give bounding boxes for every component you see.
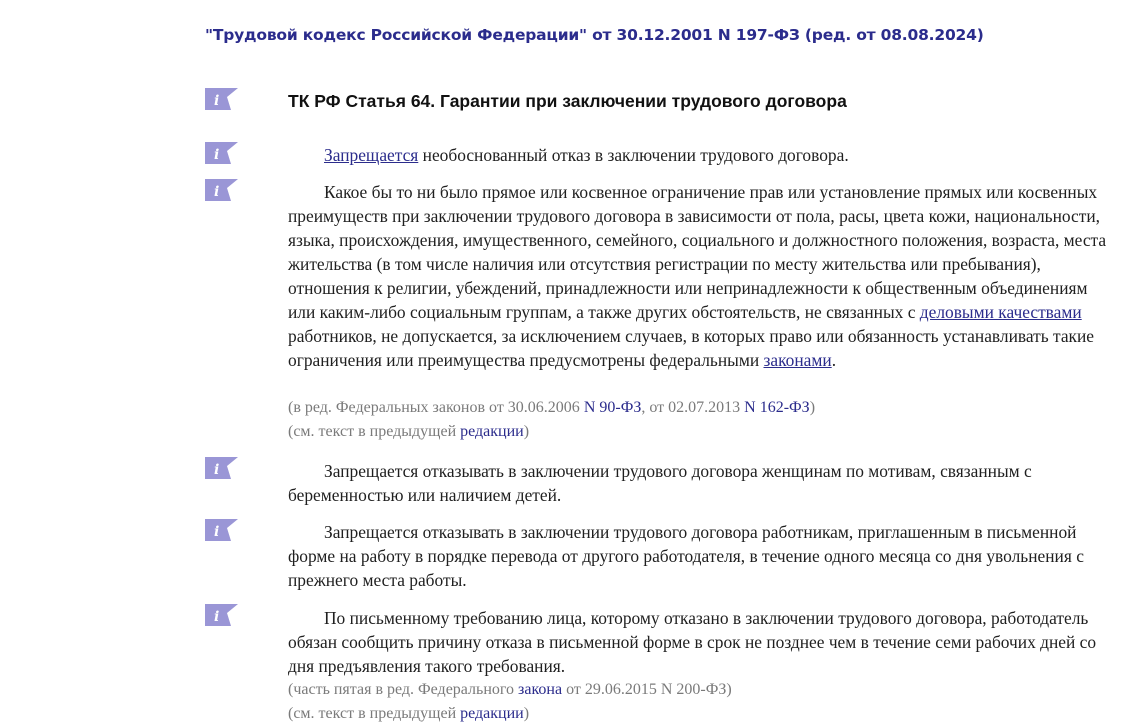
svg-text:i: i [214,609,220,625]
svg-text:i: i [214,462,220,478]
note-text: ) [809,399,816,416]
laws-link[interactable]: законами [763,350,832,370]
amendment-note [288,396,815,420]
info-flag-icon[interactable] [205,519,238,541]
info-flag-icon[interactable] [205,88,238,110]
svg-text:i: i [214,93,220,109]
paragraph-2-text-c: . [831,350,837,370]
note-text: ) [523,705,530,722]
paragraph-5 [288,606,1108,678]
info-flag-icon[interactable] [205,457,238,479]
document-title-link[interactable]: "Трудовой кодекс Российской Федерации" от 30.12.2001 N 197-ФЗ (ред. от 08.08.2024) [205,26,984,44]
previous-edition-link[interactable]: редакции [460,423,524,440]
paragraph-1-text: необоснованный отказ в заключении трудового договора. [418,145,849,165]
paragraph-4 [288,520,1108,592]
note-text: , от 02.07.2013 [641,399,745,416]
svg-text:i: i [214,184,220,200]
previous-edition-note [288,420,529,444]
info-flag-icon[interactable] [205,142,238,164]
note-text: (см. текст в предыдущей [288,423,461,440]
svg-text:i: i [214,524,220,540]
note-text: (см. текст в предыдущей [288,705,461,722]
svg-text:i: i [214,147,220,163]
paragraph-3-text: Запрещается отказывать в заключении трудового договора женщинам по мотивам, связанным с беременностью или наличием детей. [288,461,1032,505]
info-flag-icon[interactable] [205,179,238,201]
previous-edition-note [288,702,529,726]
info-flag-icon[interactable] [205,604,238,626]
amendment-note [288,678,732,702]
law-link[interactable]: закона [518,681,563,698]
article-title: ТК РФ Статья 64. Гарантии при заключении трудового договора [288,91,847,111]
business-qualities-link[interactable]: деловыми качествами [919,302,1082,322]
note-text: ) [523,423,530,440]
previous-edition-link[interactable]: редакции [460,705,524,722]
law-162-fz-link[interactable]: N 162-ФЗ [744,399,810,416]
law-90-fz-link[interactable]: N 90-ФЗ [583,399,642,416]
note-text: (в ред. Федеральных законов от 30.06.2006 [288,399,584,416]
note-text: от 29.06.2015 N 200-ФЗ) [562,681,732,698]
paragraph-5-text: По письменному требованию лица, которому отказано в заключении трудового договора, работодатель обязан сообщить причину отказа в письменной форме в срок не позднее чем в течение семи рабочих дней со дня предъявления такого требования. [288,608,1097,676]
paragraph-2-text-a: Какое бы то ни было прямое или косвенное ограничение прав или установление прямых или косвенных преимуществ при заключении трудового договора в зависимости от пола, расы, цвета кожи, национальности, языка, происхождения, имущественного, семейного, социального и должностного положения, возраста, места жительства (в том числе наличия или отсутствия регистрации по месту жительства или пребывания), отношения к религии, убеждений, принадлежности или непринадлежности к общественным объединениям или каким-либо социальным группам, а также других обстоятельств, не связанных с [288,182,1107,322]
paragraph-2-text-b: работников, не допускается, за исключением случаев, в которых право или обязанность устанавливать такие ограничения или преимущества предусмотрены федеральными [288,326,1095,370]
paragraph-2 [288,180,1108,372]
prohibited-link[interactable]: Запрещается [324,145,419,165]
paragraph-3 [288,459,1108,507]
paragraph-1 [288,143,1108,167]
note-text: (часть пятая в ред. Федерального [288,681,519,698]
paragraph-4-text: Запрещается отказывать в заключении трудового договора работникам, приглашенным в письменной форме на работу в порядке перевода от другого работодателя, в течение одного месяца со дня увольнения с прежнего места работы. [288,522,1084,590]
